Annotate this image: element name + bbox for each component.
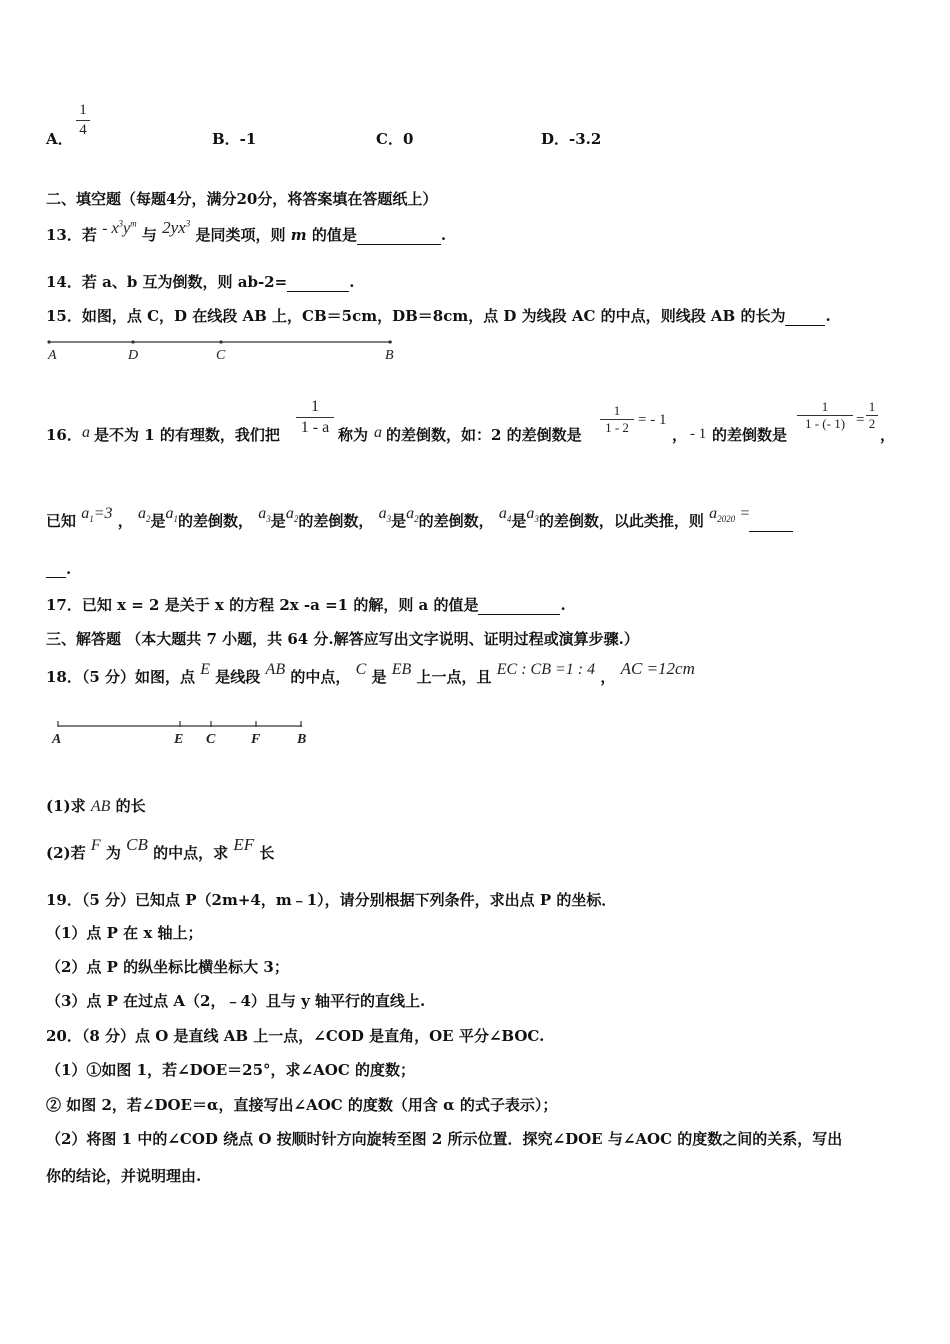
q16-equals-1: = - 1 [638, 412, 667, 428]
q16-answer-blank[interactable] [749, 531, 793, 532]
q15-label-d: D [128, 348, 139, 363]
q12-option-a-label: A． [46, 130, 73, 148]
q13-end: . [440, 226, 447, 244]
q16-a3b-var: a [378, 505, 387, 522]
q16-diff-2: 的差倒数， [298, 512, 374, 530]
q16-is-3: 是 [391, 512, 407, 530]
q20-part-1b: ② 如图 2，若∠DOE＝α，直接写出∠AOC 的度数（用含 α 的式子表示）； [46, 1096, 558, 1114]
q13-term2-base: 2yx [162, 218, 186, 237]
q18-eb: EB [391, 661, 412, 678]
q18-part-1 [46, 795, 146, 816]
q16-a2-ref-var: a [285, 505, 294, 522]
q16-answer-blank-cont[interactable] [46, 577, 66, 578]
q16-fraction-4 [866, 400, 878, 432]
q16-a1-sub: 1 [89, 514, 94, 525]
q16-a3-var: a [258, 505, 267, 522]
q16-text-4: ， [672, 426, 688, 444]
question-20-title: 20．（8 分）点 O 是直线 AB 上一点，∠COD 是直角，OE 平分∠BOC. [46, 1027, 545, 1045]
q13-term1-exp2: m [130, 218, 137, 229]
q18-p2-t3: 长 [259, 844, 275, 862]
q16-a1-ref [165, 505, 179, 525]
q16-a3-ref [526, 505, 539, 525]
section2-title: 二、填空题（每题4分，满分20分，将答案填在答题纸上） [46, 190, 438, 208]
q18-text-5: ， [600, 668, 616, 686]
q12-option-a-fraction [76, 102, 90, 138]
fraction-numerator: 1 [79, 102, 87, 118]
q16-a2020-sub: 2020 [717, 514, 736, 525]
q13-prefix: 13．若 [46, 226, 97, 244]
q15-end: . [825, 307, 831, 325]
fraction-denominator: 1 - 2 [605, 420, 629, 436]
q20-part-2: （2）将图 1 中的∠COD 绕点 O 按顺时针方向旋转至图 2 所示位置．探究∠DOE 与∠AOC 的度数之间的关系，写出 [46, 1130, 843, 1148]
q19-part-1: （1）点 P 在 x 轴上； [46, 924, 203, 942]
q20-part-1: （1）①如图 1，若∠DOE＝25°，求∠AOC 的度数； [46, 1061, 415, 1079]
fraction-numerator: 1 [311, 398, 319, 415]
q16-is-1: 是 [150, 512, 166, 530]
q18-label-c: C [206, 732, 216, 747]
q15-text: 15．如图，点 C，D 在线段 AB 上，CB＝5cm，DB＝8cm，点 D 为线段 AC 的中点，则线段 AB 的长为 [46, 307, 786, 325]
fraction-bar [76, 120, 90, 121]
q13-term1-exp1: 3 [118, 218, 124, 229]
q16-is-4: 是 [511, 512, 527, 530]
q16-text-5: 的差倒数是 [712, 426, 788, 444]
q13-with: 与 [141, 226, 157, 244]
q16-sep-1: ， [117, 512, 133, 530]
q18-prefix: 18．（5 分）如图，点 [46, 668, 196, 686]
fraction-denominator: 1 - a [300, 418, 330, 436]
q15-label-c: C [216, 348, 226, 363]
q16-line2-end: 的差倒数，以此类推，则 [538, 512, 704, 530]
q18-segment-figure [56, 718, 316, 732]
q16-text-1: 是不为 1 的有理数，我们把 [94, 426, 280, 444]
section3-title: 三、解答题 （本大题共 7 小题，共 64 分.解答应写出文字说明、证明过程或演算步骤.） [46, 630, 639, 648]
question-18 [46, 659, 695, 687]
q16-is-2: 是 [270, 512, 286, 530]
q16-a1-ref-sub: 1 [173, 514, 179, 525]
q16-a4-var: a [498, 505, 507, 522]
q16-equals-3: = [740, 505, 750, 522]
q14-text: 14．若 a、b 互为倒数，则 ab-2= [46, 273, 288, 291]
question-14 [46, 271, 354, 292]
q16-a4 [498, 505, 512, 525]
q13-var: m [290, 226, 307, 244]
q18-part-2 [46, 835, 275, 863]
fraction-numerator: 1 [613, 403, 621, 418]
q16-neg-one: - 1 [690, 426, 707, 442]
q16-line2 [46, 505, 793, 532]
q17-end: . [560, 596, 566, 614]
q16-a2020 [709, 505, 736, 525]
q18-p2-t2: 的中点，求 [153, 844, 229, 862]
q15-label-a: A [48, 348, 57, 363]
q18-p1-post: 的长 [115, 797, 146, 815]
q13-term2-exp: 3 [185, 218, 191, 229]
q16-var-a: a [82, 424, 90, 441]
q16-fraction-3 [797, 400, 853, 432]
q16-a2-sub: 2 [146, 514, 151, 525]
q18-ac: AC =12cm [620, 659, 695, 678]
q16-a3-ref-var: a [526, 505, 535, 522]
question-17 [46, 594, 566, 615]
q12-option-d: D．-3.2 [541, 130, 602, 148]
q14-end: . [349, 273, 355, 291]
q16-a2-ref2-sub: 2 [414, 514, 419, 525]
q16-text-3: 的差倒数，如：2 的差倒数是 [386, 426, 582, 444]
fraction-numerator: 1 [821, 399, 829, 414]
q18-text-4: 上一点，且 [416, 668, 492, 686]
q16-equals-2: = [856, 412, 865, 428]
q13-mid: 是同类项，则 [195, 226, 286, 244]
q16-text-6: ， [880, 426, 896, 444]
q18-label-b: B [297, 732, 307, 747]
q16-a3b-sub: 3 [386, 514, 392, 525]
q18-label-a: A [52, 732, 62, 747]
q16-var-a-2: a [374, 424, 382, 441]
q16-a2-ref2-var: a [406, 505, 415, 522]
q16-line3 [46, 560, 71, 578]
q18-e: E [200, 661, 211, 678]
question-19-title: 19．（5 分）已知点 P（2m+4，m﹣1），请分别根据下列条件，求出点 P 的坐标． [46, 891, 617, 909]
q18-c: C [355, 661, 367, 678]
q18-text-2: 的中点， [290, 668, 351, 686]
q16-a1 [81, 505, 113, 525]
q16-a1-val: =3 [93, 505, 113, 522]
q16-fraction-2 [600, 404, 634, 436]
q16-a3-ref-sub: 3 [534, 514, 539, 525]
fraction-denominator: 2 [868, 416, 876, 432]
q15-answer-blank[interactable] [785, 325, 825, 326]
q12-option-b: B．-1 [212, 130, 257, 148]
fraction-denominator: 4 [79, 121, 87, 138]
q16-a2-ref [285, 505, 299, 525]
q18-text-3: 是 [371, 668, 387, 686]
q19-part-3: （3）点 P 在过点 A（2，﹣4）且与 y 轴平行的直线上. [46, 992, 426, 1010]
q18-ratio: EC : CB =1 : 4 [496, 661, 596, 678]
q20-part-2-cont: 你的结论，并说明理由. [46, 1167, 202, 1185]
q16-line2-start: 已知 [46, 512, 77, 530]
q18-label-f: F [251, 732, 261, 747]
q18-p2-f: F [90, 837, 101, 854]
q13-term1 [102, 220, 137, 237]
q16-a3-sub: 3 [266, 514, 271, 525]
q15-label-b: B [385, 348, 394, 363]
q18-ab: AB [265, 661, 286, 678]
q13-term1-coef: - x [102, 220, 119, 237]
q18-p1-pre: (1)求 [46, 797, 86, 815]
q16-a4-sub: 4 [506, 514, 512, 525]
q16-a1-ref-var: a [165, 505, 174, 522]
q17-text: 17．已知 x = 2 是关于 x 的方程 2x -a =1 的解，则 a 的值是 [46, 596, 479, 614]
q18-p1-var: AB [90, 798, 111, 815]
q14-answer-blank[interactable] [287, 291, 349, 292]
q16-a2-ref2 [406, 505, 419, 525]
q16-a1-var: a [81, 505, 90, 522]
q13-suffix: 的值是 [311, 226, 357, 244]
question-15 [46, 305, 831, 326]
q16-fraction-1 [296, 398, 334, 436]
fraction-numerator: 1 [868, 399, 876, 414]
q13-term2 [162, 218, 190, 237]
fraction-bar [296, 417, 334, 418]
q16-diff-1: 的差倒数， [178, 512, 254, 530]
q16-text-2: 称为 [338, 426, 369, 444]
fraction-denominator: 1 - (- 1) [804, 416, 846, 432]
q18-text-1: 是线段 [215, 668, 261, 686]
q19-part-2: （2）点 P 的纵坐标比横坐标大 3； [46, 958, 289, 976]
q16-a2020-var: a [709, 505, 718, 522]
q16-a3 [258, 505, 271, 525]
q18-p2-t1: 为 [105, 844, 121, 862]
q16-a2-var: a [138, 505, 147, 522]
q18-label-e: E [174, 732, 184, 747]
q16-a3b [378, 505, 392, 525]
q13-term1-var: y [123, 220, 131, 237]
q16-a2-ref-sub: 2 [293, 514, 299, 525]
q16-diff-3: 的差倒数， [418, 512, 494, 530]
q16-number: 16． [46, 426, 82, 444]
q18-p2-cb: CB [126, 835, 148, 854]
q18-p2-pre: (2)若 [46, 844, 86, 862]
q17-answer-blank[interactable] [478, 614, 560, 615]
q16-line3-end: . [66, 560, 72, 578]
q12-option-c: C．0 [376, 130, 414, 148]
q15-segment-figure [46, 336, 406, 348]
q16-a2 [138, 505, 151, 525]
question-13 [46, 218, 447, 245]
q13-answer-blank[interactable] [357, 244, 441, 245]
q18-p2-ef: EF [233, 835, 255, 854]
